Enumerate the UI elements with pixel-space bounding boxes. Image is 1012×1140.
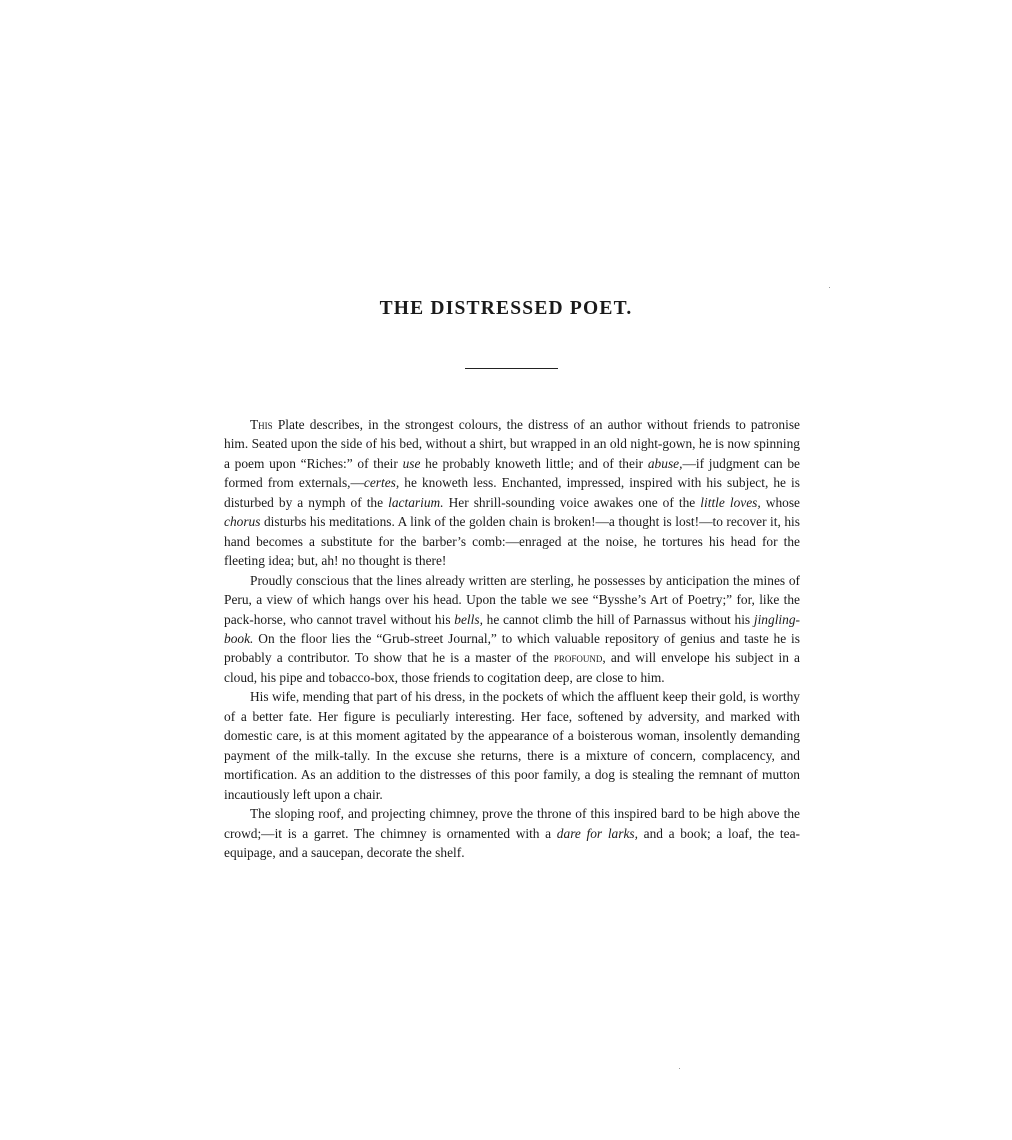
paragraph — [224, 804, 800, 862]
text-run: Proudly conscious that the lines already written are sterling, he possesses by anticipation the mines of Peru, a view of which hangs over his head. Upon the table we see “Bysshe’s Art of Poetry;” for, like the pack-horse, who cannot travel without his — [224, 572, 800, 627]
text-run: The sloping roof, and projecting chimney, prove the throne of this inspired bard to be high above the crowd;—it is a garret. The chimney is ornamented with a — [224, 806, 800, 841]
text-run: and a book; a loaf, the tea-equipage, and a saucepan, decorate the shelf. — [224, 825, 800, 860]
text-run: On the floor lies the “Grub-street Journal,” to which valuable repository of genius and taste he is probably a contributor. To show that he is a master of the — [224, 630, 800, 666]
italic-run: bells, — [454, 611, 483, 627]
title-divider — [465, 368, 558, 369]
italic-run: certes, — [363, 475, 400, 491]
page-title: THE DISTRESSED POET. — [379, 298, 633, 319]
scan-speck — [829, 287, 830, 288]
text-run: he cannot climb the hill of Parnassus without his — [482, 611, 754, 627]
text-run: His wife, mending that part of his dress, in the pockets of which the affluent keep their gold, is worthy of a better fate. Her figure is peculiarly interesting. Her face, softened by adversity, and marked with domestic care, is at this moment agitated by the appearance of a boisterous woman, insolently demanding payment of the milk-tally. In the excuse she returns, there is a mixture of concern, complacency, and mortification. As an addition to the distresses of this poor family, a dog is stealing the remnant of mutton incautiously left upon a chair. — [224, 689, 800, 802]
body-text — [224, 415, 800, 862]
italic-run: jingling-book. — [224, 611, 800, 646]
text-run: he probably knoweth little; and of their — [420, 455, 648, 471]
italic-run: lactarium. — [388, 494, 444, 510]
paragraph — [224, 687, 800, 804]
text-run: disturbs his meditations. A link of the golden chain is broken!—a thought is lost!—to recover it, his hand becomes a substitute for the barber’s comb:—enraged at the noise, he tortures his head for the fleeting idea; but, ah! no thought is there! — [224, 514, 800, 569]
text-run: he knoweth less. Enchanted, impressed, inspired with his subject, he is disturbed by a nymph of the — [224, 475, 800, 510]
small-caps-run: profound, — [553, 650, 606, 666]
small-caps-run: This — [250, 417, 273, 432]
text-run: whose — [760, 494, 800, 510]
paragraph — [224, 571, 800, 688]
italic-run: chorus — [224, 514, 261, 530]
scan-speck — [679, 1068, 680, 1069]
paragraph — [224, 415, 800, 571]
text-run: Her shrill-sounding voice awakes one of the — [443, 494, 701, 510]
italic-run: abuse, — [647, 455, 683, 471]
text-run: —if judgment can be formed from externals,— — [224, 455, 800, 491]
italic-run: use — [402, 455, 421, 471]
text-run: and will envelope his subject in a cloud, his pipe and tobacco-box, those friends to cogitation deep, are close to him. — [224, 650, 800, 685]
text-run: Plate describes, in the strongest colours, the distress of an author without friends to patronise him. Seated upon the side of his bed, without a shirt, but wrapped in an old night-gown, he is now spinning a poem upon “Riches:” of their — [224, 417, 800, 471]
italic-run: little loves, — [700, 494, 761, 510]
italic-run: dare for larks, — [556, 825, 638, 841]
